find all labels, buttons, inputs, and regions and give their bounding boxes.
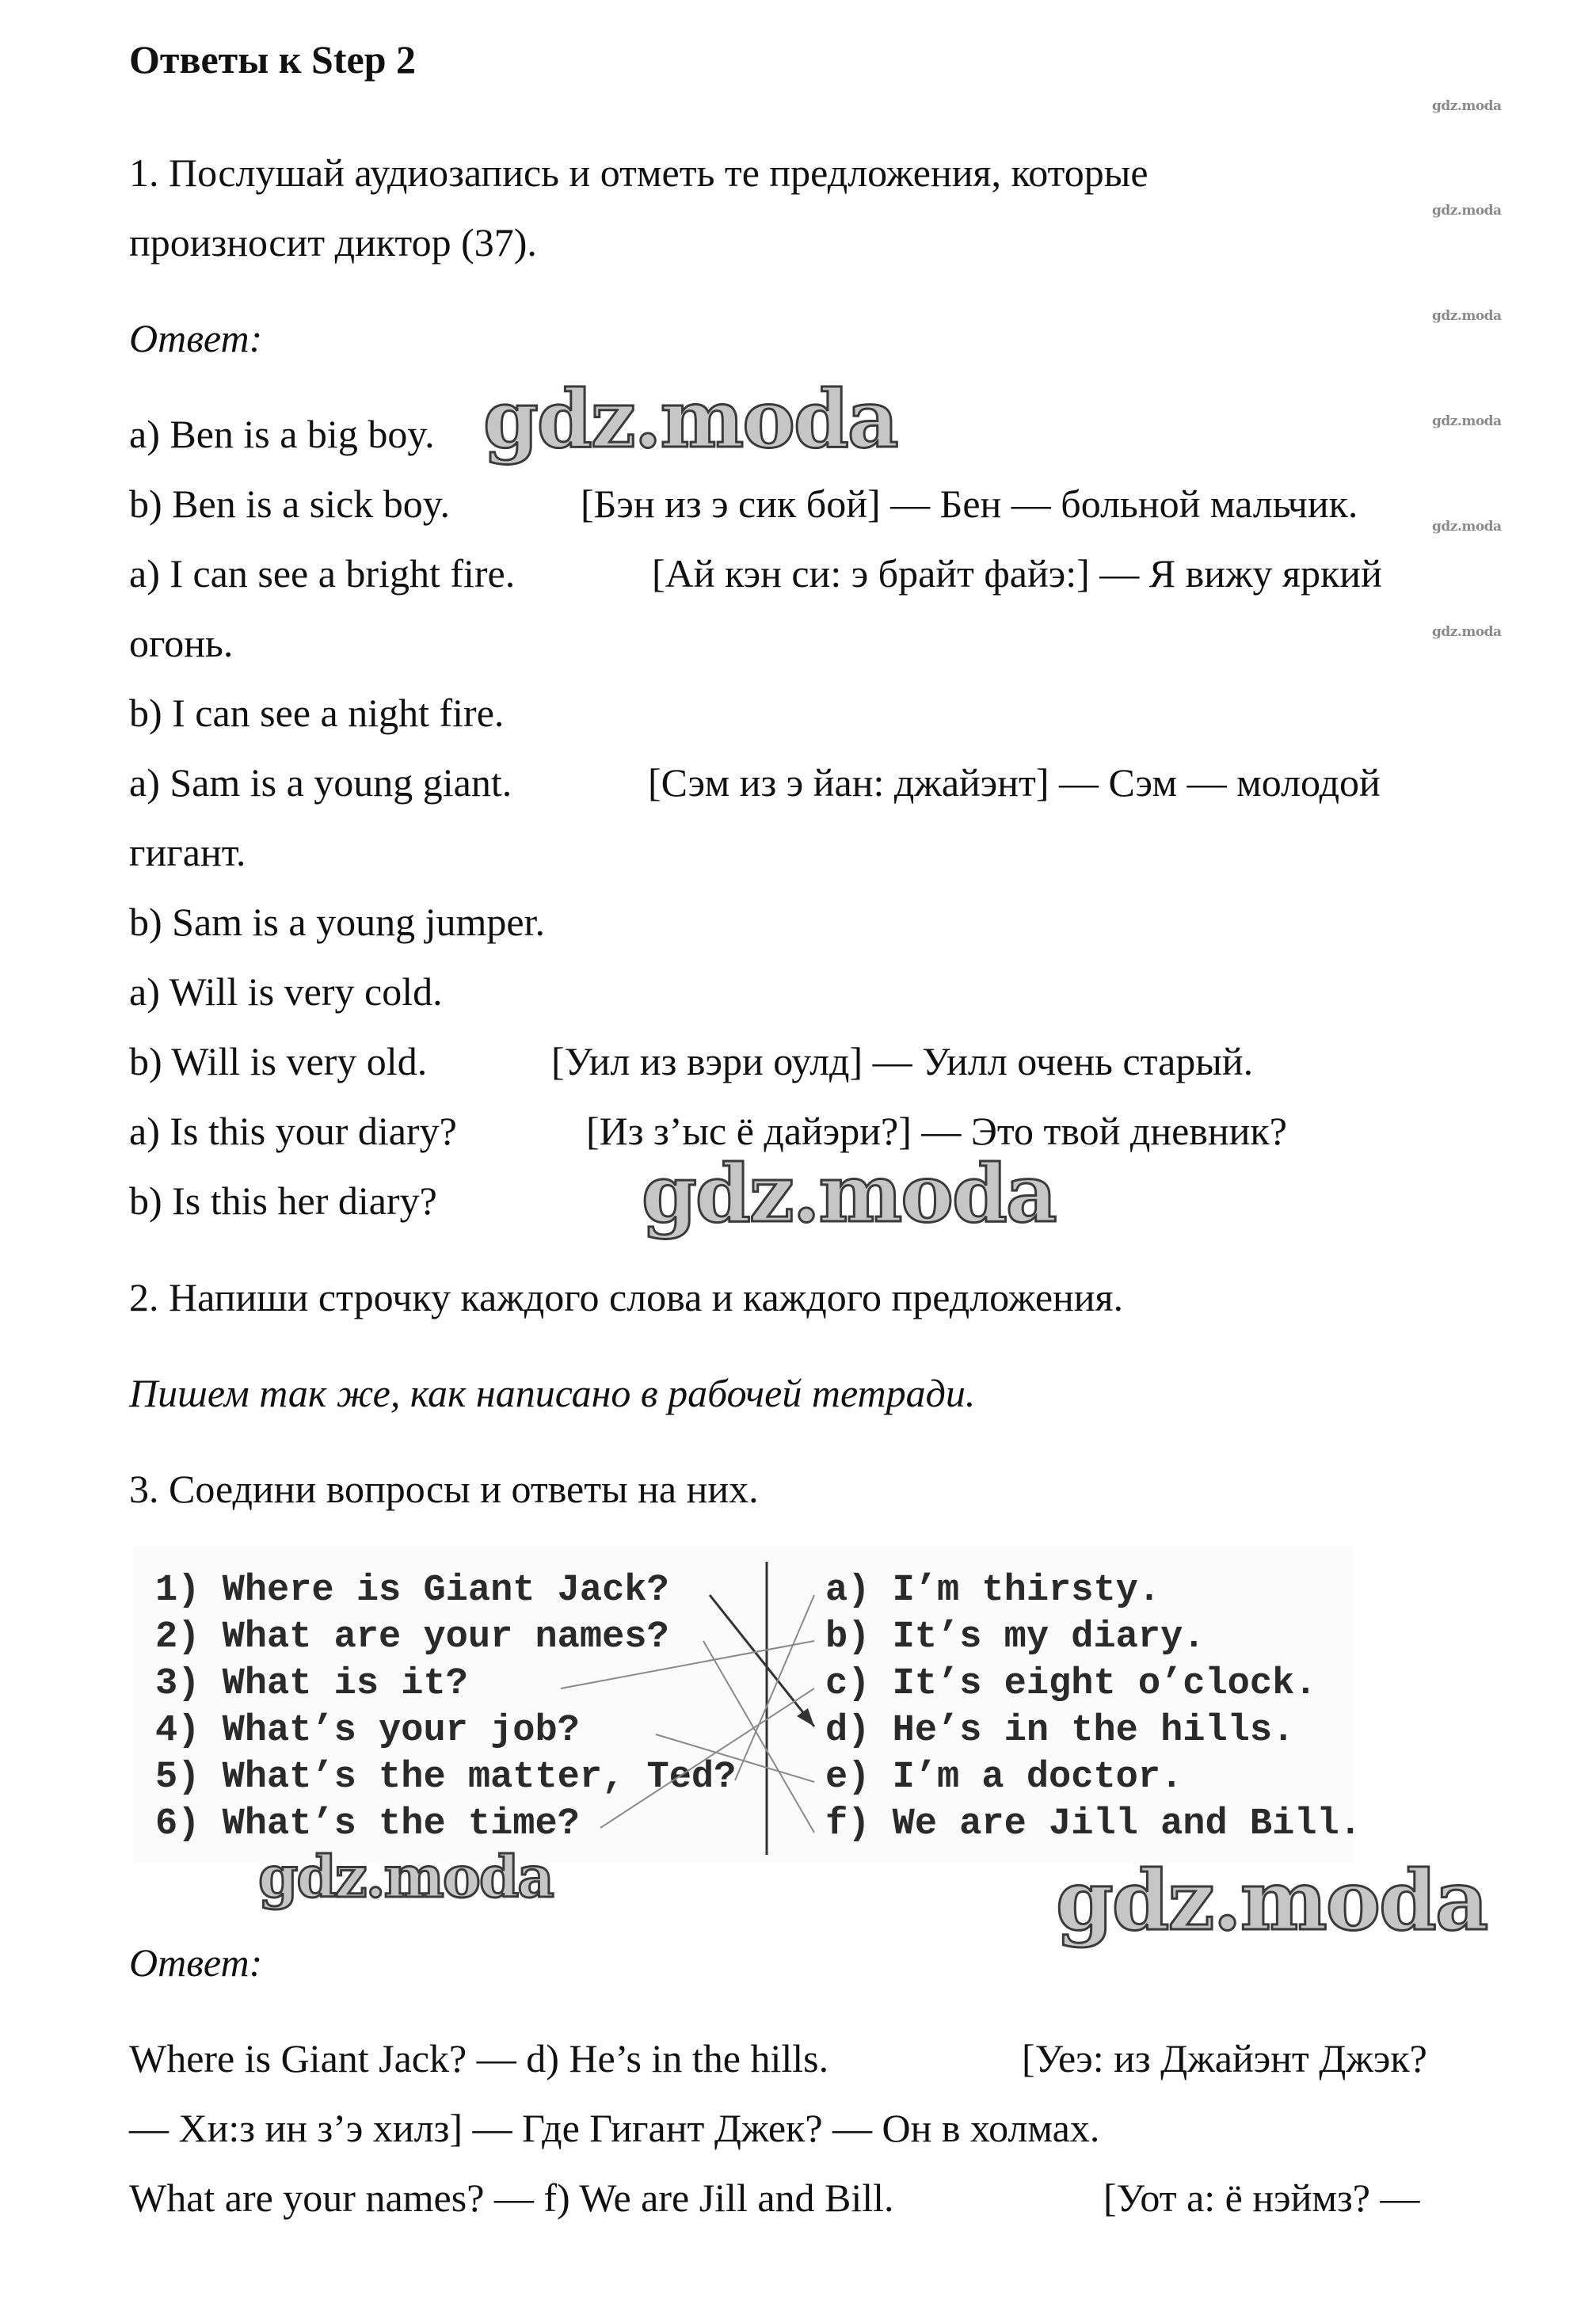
question-item: 2) What are your names?: [155, 1616, 669, 1658]
page-title: Ответы к Step 2: [129, 37, 417, 82]
match-line: [561, 1641, 814, 1688]
matching-lines: [133, 1546, 1353, 1863]
answer-item: a) I’m thirsty.: [825, 1570, 1161, 1612]
task1-line: b) Will is very old.: [129, 1039, 428, 1083]
task1-line: b) I can see a night fire.: [129, 691, 505, 735]
watermark-logo: gdz.moda: [258, 1843, 553, 1910]
task1-line: a) Is this your diary?: [129, 1109, 457, 1153]
question-item: 5) What’s the matter, Ted?: [155, 1757, 737, 1799]
answer-item: f) We are Jill and Bill.: [825, 1803, 1362, 1845]
match-line: [703, 1641, 814, 1833]
task1-line: a) Sam is a young giant.: [129, 760, 512, 805]
task2-answer: Пишем так же, как написано в рабочей тетради.: [129, 1371, 976, 1415]
match-line: [735, 1595, 814, 1780]
task1-line-translation: [Ай кэн си: э брайт файэ:] — Я вижу яркий: [652, 551, 1382, 596]
watermark-small: gdz.moda: [1432, 98, 1502, 114]
task3-line-translation: [Уот а: ё нэймз? —: [1103, 2176, 1420, 2220]
task1-line: a) Will is very cold.: [129, 969, 443, 1014]
task1-line: b) Is this her diary?: [129, 1178, 437, 1223]
watermark-small: gdz.moda: [1432, 624, 1502, 640]
question-item: 6) What’s the time?: [155, 1803, 580, 1845]
question-item: 1) Where is Giant Jack?: [155, 1570, 669, 1612]
match-line: [600, 1688, 814, 1828]
task1-answer-label: Ответ:: [129, 316, 263, 360]
task1-line: b) Sam is a young jumper.: [129, 900, 545, 944]
task2-heading: 2. Напиши строчку каждого слова и каждого предложения.: [129, 1275, 1124, 1319]
answer-item: d) He’s in the hills.: [825, 1710, 1295, 1752]
task1-line-translation: [Уил из вэри оулд] — Уилл очень старый.: [551, 1039, 1254, 1083]
task1-line: a) I can see a bright fire.: [129, 551, 516, 596]
watermark-small: gdz.moda: [1432, 203, 1502, 219]
answer-item: b) It’s my diary.: [825, 1616, 1206, 1658]
question-item: 3) What is it?: [155, 1663, 468, 1705]
watermark-logo: gdz.moda: [642, 1147, 1056, 1240]
answer-item: c) It’s eight o’clock.: [825, 1663, 1317, 1705]
watermark-logo: gdz.moda: [1056, 1852, 1487, 1949]
task3-line: What are your names? — f) We are Jill and Bill.: [129, 2176, 894, 2220]
task1-line-translation: [Из з’ыс ё дайэри?] — Это твой дневник?: [586, 1109, 1287, 1153]
task3-heading: 3. Соедини вопросы и ответы на них.: [129, 1467, 759, 1511]
task3-line: — Хи:з ин з’э хилз] — Где Гигант Джек? — Он в холмах.: [129, 2106, 1100, 2150]
task1-line: b) Ben is a sick boy.: [129, 482, 451, 526]
question-item: 4) What’s your job?: [155, 1710, 580, 1752]
task3-line: Where is Giant Jack? — d) He’s in the hills.: [129, 2036, 829, 2080]
task1-line: гигант.: [129, 830, 246, 874]
matching-exercise-picture: [133, 1546, 1362, 1863]
task1-line-translation: [Сэм из э йан: джайэнт] — Сэм — молодой: [648, 760, 1381, 805]
task1-line-translation: [Бэн из э сик бой] — Бен — больной мальчик.: [581, 482, 1358, 526]
task1-heading: 1. Послушай аудиозапись и отметь те предложения, которые: [129, 150, 1148, 195]
arrowhead-icon: [797, 1708, 814, 1726]
watermark-small: gdz.moda: [1432, 413, 1502, 429]
watermark-small: gdz.moda: [1432, 519, 1502, 535]
match-line: [710, 1595, 814, 1726]
match-line: [656, 1734, 814, 1782]
watermark-logo: gdz.moda: [483, 372, 897, 466]
task3-line-translation: [Уеэ: из Джайэнт Джэк?: [1022, 2036, 1427, 2080]
task3-answer-label: Ответ:: [129, 1940, 263, 1985]
answer-item: e) I’m a doctor.: [825, 1757, 1183, 1799]
task1-heading-cont: произносит диктор (37).: [129, 220, 537, 265]
watermark-small: gdz.moda: [1432, 308, 1502, 324]
task1-line: огонь.: [129, 621, 234, 665]
task1-line: a) Ben is a big boy.: [129, 412, 435, 456]
